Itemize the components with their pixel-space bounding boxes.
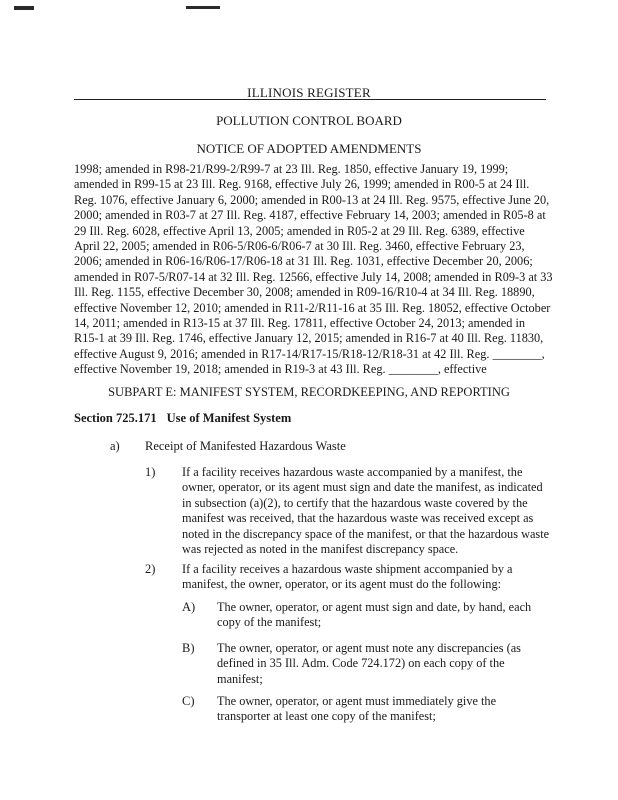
item-a-label: A) — [182, 600, 196, 614]
text-line: copy of the manifest; — [217, 615, 322, 630]
text-line: noted in the discrepancy space of the manifest, or that the hazardous waste — [182, 526, 550, 541]
text-line: manifest, the owner, operator, or its agent must do the following: — [182, 577, 502, 592]
subsection-a-label: a) — [110, 439, 120, 453]
history-line: Ill. Reg. 1155, effective December 30, 2008; amended in R09-16/R10-4 at 34 Ill. Reg. 18890, — [74, 285, 535, 300]
text-line: If a facility receives hazardous waste accompanied by a manifest, the — [182, 465, 523, 479]
text-line: owner, operator, or its agent must sign and date the manifest, as indicated — [182, 480, 543, 495]
board-name: POLLUTION CONTROL BOARD — [216, 113, 402, 128]
item-1-text — [182, 465, 549, 557]
item-a-text — [217, 600, 531, 631]
item-2-text — [182, 562, 513, 593]
text-line: The owner, operator, or agent must immediately give the — [217, 694, 497, 708]
text-line: in subsection (a)(2), to certify that the hazardous waste covered by the — [182, 495, 528, 510]
text-line: The owner, operator, or agent must sign and date, by hand, each — [217, 600, 532, 614]
history-line: 1998; amended in R98-21/R99-2/R99-7 at 23 Ill. Reg. 1850, effective January 19, 1999; — [74, 162, 509, 176]
text-line: manifest; — [217, 671, 263, 686]
item-2-label: 2) — [145, 562, 156, 576]
item-b-text — [217, 641, 521, 687]
text-line: If a facility receives a hazardous waste shipment accompanied by a — [182, 562, 513, 576]
history-line: amended in R07-5/R07-14 at 32 Ill. Reg. 12566, effective July 14, 2008; amended in R09-3 at 33 — [74, 269, 553, 284]
text-line: transporter at least one copy of the manifest; — [217, 709, 436, 724]
history-line: amended in R99-15 at 23 Ill. Reg. 9168, effective July 26, 1999; amended in R00-5 at 24 Ill. — [74, 177, 530, 192]
history-line: 2000; amended in R03-7 at 27 Ill. Reg. 4187, effective February 14, 2003; amended in R05-8 at — [74, 208, 546, 223]
notice-heading: NOTICE OF ADOPTED AMENDMENTS — [196, 141, 422, 156]
history-line: April 22, 2005; amended in R06-5/R06-6/R06-7 at 30 Ill. Reg. 3460, effective February 23, — [74, 239, 525, 254]
section-number: Section 725.171 — [74, 411, 157, 425]
subsection-a-title: Receipt of Manifested Hazardous Waste — [145, 439, 346, 453]
item-c-text — [217, 694, 496, 725]
history-line: R15-1 at 39 Ill. Reg. 1746, effective January 12, 2015; amended in R16-7 at 40 Ill. Reg. 11830, — [74, 331, 544, 346]
register-title: ILLINOIS REGISTER — [247, 85, 371, 100]
text-line: The owner, operator, or agent must note any discrepancies (as — [217, 641, 521, 655]
history-line: 2006; amended in R06-16/R06-17/R06-18 at 31 Ill. Reg. 1031, effective December 20, 2006; — [74, 254, 533, 269]
history-line: 29 Ill. Reg. 6028, effective April 13, 2005; amended in R05-2 at 29 Ill. Reg. 6389, effective — [74, 223, 525, 238]
history-line: 14, 2011; amended in R13-15 at 37 Ill. Reg. 17811, effective October 24, 2013; amended in — [74, 316, 526, 331]
section-title: Use of Manifest System — [166, 411, 292, 425]
item-b-label: B) — [182, 641, 195, 655]
scan-artifact-center — [186, 6, 220, 9]
text-line: manifest was received, that the hazardous waste was received except as — [182, 511, 534, 526]
text-line: was rejected as noted in the manifest discrepancy space. — [182, 542, 459, 557]
history-line: effective November 19, 2018; amended in R19-3 at 43 Ill. Reg. ________, effective — [74, 362, 487, 377]
history-line: effective August 9, 2016; amended in R17-14/R17-15/R18-12/R18-31 at 42 Ill. Reg. ________, — [74, 346, 545, 361]
history-line: effective November 12, 2010; amended in R11-2/R11-16 at 35 Ill. Reg. 18052, effective October — [74, 300, 551, 315]
item-c-label: C) — [182, 694, 195, 708]
item-1-label: 1) — [145, 465, 156, 479]
header-rule — [74, 99, 546, 100]
section-heading — [74, 411, 291, 426]
source-history-paragraph — [74, 162, 553, 378]
history-line: Reg. 1076, effective January 6, 2000; amended in R00-13 at 24 Ill. Reg. 9575, effective June 20, — [74, 192, 550, 207]
scan-artifact-left — [14, 6, 34, 10]
subpart-heading: SUBPART E: MANIFEST SYSTEM, RECORDKEEPING, AND REPORTING — [108, 385, 510, 399]
text-line: defined in 35 Ill. Adm. Code 724.172) on each copy of the — [217, 656, 505, 671]
